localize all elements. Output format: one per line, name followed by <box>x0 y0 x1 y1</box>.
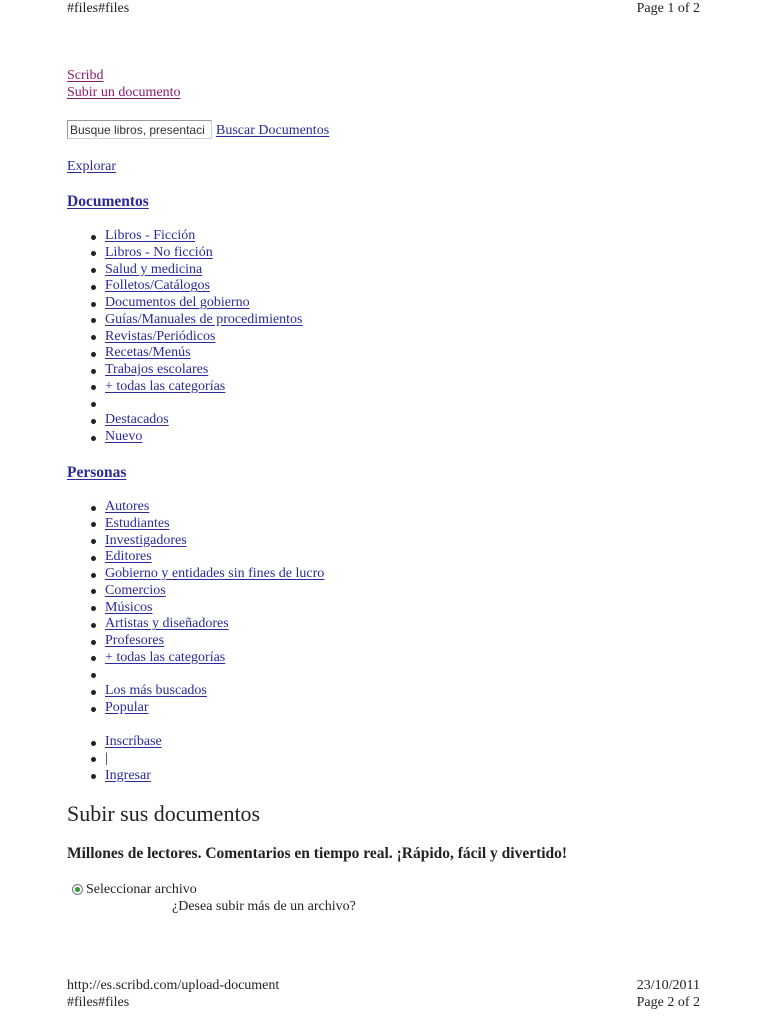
documents-heading[interactable]: Documentos <box>67 193 149 210</box>
login-link[interactable]: Ingresar <box>105 767 151 783</box>
search-documents-button[interactable]: Buscar Documentos <box>216 123 330 138</box>
category-link[interactable]: Folletos/Catálogos <box>105 278 210 294</box>
signup-link[interactable]: Inscríbase <box>105 734 162 749</box>
list-item-empty <box>87 667 324 684</box>
people-list <box>87 499 324 717</box>
category-link[interactable]: Libros - Ficción <box>105 228 196 243</box>
list-item <box>87 650 324 667</box>
list-item <box>87 616 324 633</box>
list-item <box>87 329 303 346</box>
category-link[interactable]: Trabajos escolares <box>105 362 209 377</box>
list-item <box>87 751 162 768</box>
list-item <box>87 345 303 362</box>
featured-link[interactable]: Destacados <box>105 412 169 428</box>
footer-date: 23/10/2011 <box>636 978 700 993</box>
list-item <box>87 412 303 429</box>
list-item <box>87 312 303 329</box>
list-item <box>87 245 303 262</box>
people-category-link[interactable]: Profesores <box>105 633 165 648</box>
page-title: Subir sus documentos <box>67 801 261 826</box>
list-item <box>87 700 324 717</box>
people-category-link[interactable]: Músicos <box>105 599 153 615</box>
category-link[interactable]: Revistas/Periódicos <box>105 328 216 344</box>
footer-right: Page 2 of 2 <box>636 995 700 1010</box>
category-link[interactable]: Salud y medicina <box>105 261 203 277</box>
all-categories-link[interactable]: + todas las categorías <box>105 378 226 394</box>
list-item <box>87 768 162 785</box>
list-item <box>87 566 324 583</box>
people-heading[interactable]: Personas <box>67 464 127 481</box>
account-list <box>87 734 162 784</box>
most-searched-link[interactable]: Los más buscados <box>105 683 207 699</box>
explore-link[interactable]: Explorar <box>67 159 116 174</box>
page-header-left: #files#files <box>67 1 130 16</box>
list-item <box>87 583 324 600</box>
all-categories-link[interactable]: + todas las categorías <box>105 649 226 665</box>
list-item <box>87 362 303 379</box>
category-link[interactable]: Recetas/Menús <box>105 345 191 361</box>
category-link[interactable]: Documentos del gobierno <box>105 295 250 310</box>
page-subtitle: Millones de lectores. Comentarios en tiempo real. ¡Rápido, fácil y divertido! <box>67 845 568 862</box>
search-input[interactable] <box>67 120 212 139</box>
list-item <box>87 429 303 446</box>
list-item <box>87 278 303 295</box>
separator: | <box>105 750 108 766</box>
people-category-link[interactable]: Estudiantes <box>105 515 170 531</box>
radio-selected-icon[interactable] <box>72 884 83 895</box>
list-item <box>87 379 303 396</box>
list-item <box>87 295 303 312</box>
radio-dot <box>75 887 80 892</box>
people-category-link[interactable]: Investigadores <box>105 532 187 548</box>
people-category-link[interactable]: Artistas y diseñadores <box>105 616 229 632</box>
list-item <box>87 516 324 533</box>
category-link[interactable]: Libros - No ficción <box>105 244 213 260</box>
people-category-link[interactable]: Gobierno y entidades sin fines de lucro <box>105 566 325 581</box>
list-item <box>87 533 324 550</box>
list-item <box>87 600 324 617</box>
new-link[interactable]: Nuevo <box>105 429 143 444</box>
people-category-link[interactable]: Comercios <box>105 582 166 598</box>
list-item <box>87 228 303 245</box>
list-item <box>87 734 162 751</box>
multi-upload-text: ¿Desea subir más de un archivo? <box>172 899 356 914</box>
documents-list <box>87 228 303 446</box>
footer-url: http://es.scribd.com/upload-document <box>67 978 280 993</box>
list-item <box>87 499 324 516</box>
upload-document-link[interactable]: Subir un documento <box>67 85 181 100</box>
list-item-empty <box>87 396 303 413</box>
category-link[interactable]: Guías/Manuales de procedimientos <box>105 311 303 327</box>
list-item <box>87 633 324 650</box>
people-category-link[interactable]: Editores <box>105 549 152 565</box>
people-category-link[interactable]: Autores <box>105 499 150 514</box>
list-item <box>87 683 324 700</box>
list-item <box>87 549 324 566</box>
footer-left: #files#files <box>67 995 130 1010</box>
scribd-link[interactable]: Scribd <box>67 68 104 83</box>
page-header-right: Page 1 of 2 <box>636 1 700 16</box>
list-item <box>87 262 303 279</box>
select-file-label[interactable]: Seleccionar archivo <box>86 882 197 897</box>
popular-link[interactable]: Popular <box>105 700 149 715</box>
